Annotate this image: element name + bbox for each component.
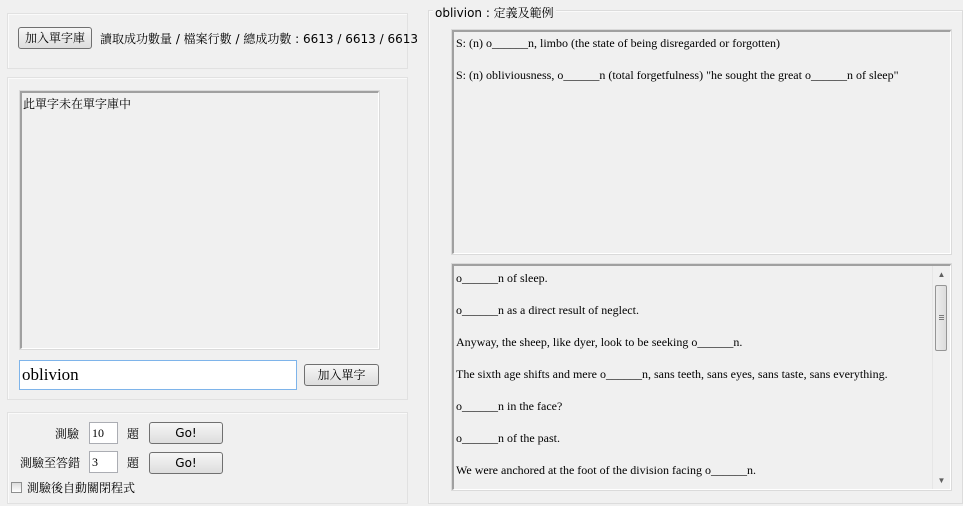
quiz-panel: [7, 412, 408, 504]
example-line-5: o______n in the face?: [456, 399, 563, 413]
definitions-group-title: oblivion : 定義及範例: [435, 6, 554, 20]
until-wrong-count-input[interactable]: [89, 451, 118, 473]
scroll-thumb-grip-icon: [939, 315, 944, 316]
lookup-panel: [7, 77, 408, 400]
example-line-6: o______n of the past.: [456, 431, 560, 445]
definition-line-2: S: (n) obliviousness, o______n (total forgetfulness) "he sought the great o______n of sleep": [456, 68, 899, 82]
example-line-1: o______n of sleep.: [456, 271, 548, 285]
quiz-go-button[interactable]: Go!: [149, 422, 223, 444]
auto-close-label[interactable]: 測驗後自動關閉程式: [27, 481, 136, 495]
add-word-button[interactable]: 加入單字: [304, 364, 379, 386]
examples-scrollbar[interactable]: [932, 266, 950, 489]
definitions-box: [452, 30, 951, 254]
quiz-unit-label: 題: [127, 427, 140, 441]
until-wrong-unit-label: 題: [127, 456, 140, 470]
scroll-up-arrow-icon[interactable]: ▲: [937, 270, 946, 279]
quiz-label: 測驗: [55, 427, 80, 441]
add-library-button[interactable]: 加入單字庫: [18, 27, 92, 49]
definition-line-1: S: (n) o______n, limbo (the state of being disregarded or forgotten): [456, 36, 781, 50]
quiz-count-input[interactable]: [89, 422, 118, 444]
lookup-result-text: 此單字未在單字庫中: [23, 97, 132, 111]
examples-box: [452, 264, 951, 490]
scroll-down-arrow-icon[interactable]: ▼: [937, 476, 946, 485]
lookup-result-box: [20, 91, 379, 349]
load-status-text: 讀取成功數量 / 檔案行數 / 總成功數 : 6613 / 6613 / 6613: [100, 32, 418, 46]
example-line-3: Anyway, the sheep, like dyer, look to be seeking o______n.: [456, 335, 743, 349]
auto-close-checkbox[interactable]: [11, 482, 22, 493]
example-line-4: The sixth age shifts and mere o______n, sans teeth, sans eyes, sans taste, sans everything.: [456, 367, 888, 381]
until-wrong-go-button[interactable]: Go!: [149, 452, 223, 474]
example-line-7: We were anchored at the foot of the division facing o______n.: [456, 463, 756, 477]
word-input[interactable]: [19, 360, 297, 390]
scroll-thumb[interactable]: [935, 285, 947, 351]
example-line-2: o______n as a direct result of neglect.: [456, 303, 639, 317]
until-wrong-label: 測驗至答錯: [20, 456, 81, 470]
library-panel: [7, 13, 418, 69]
scroll-thumb-grip-icon: [939, 319, 944, 320]
scroll-thumb-grip-icon: [939, 317, 944, 318]
